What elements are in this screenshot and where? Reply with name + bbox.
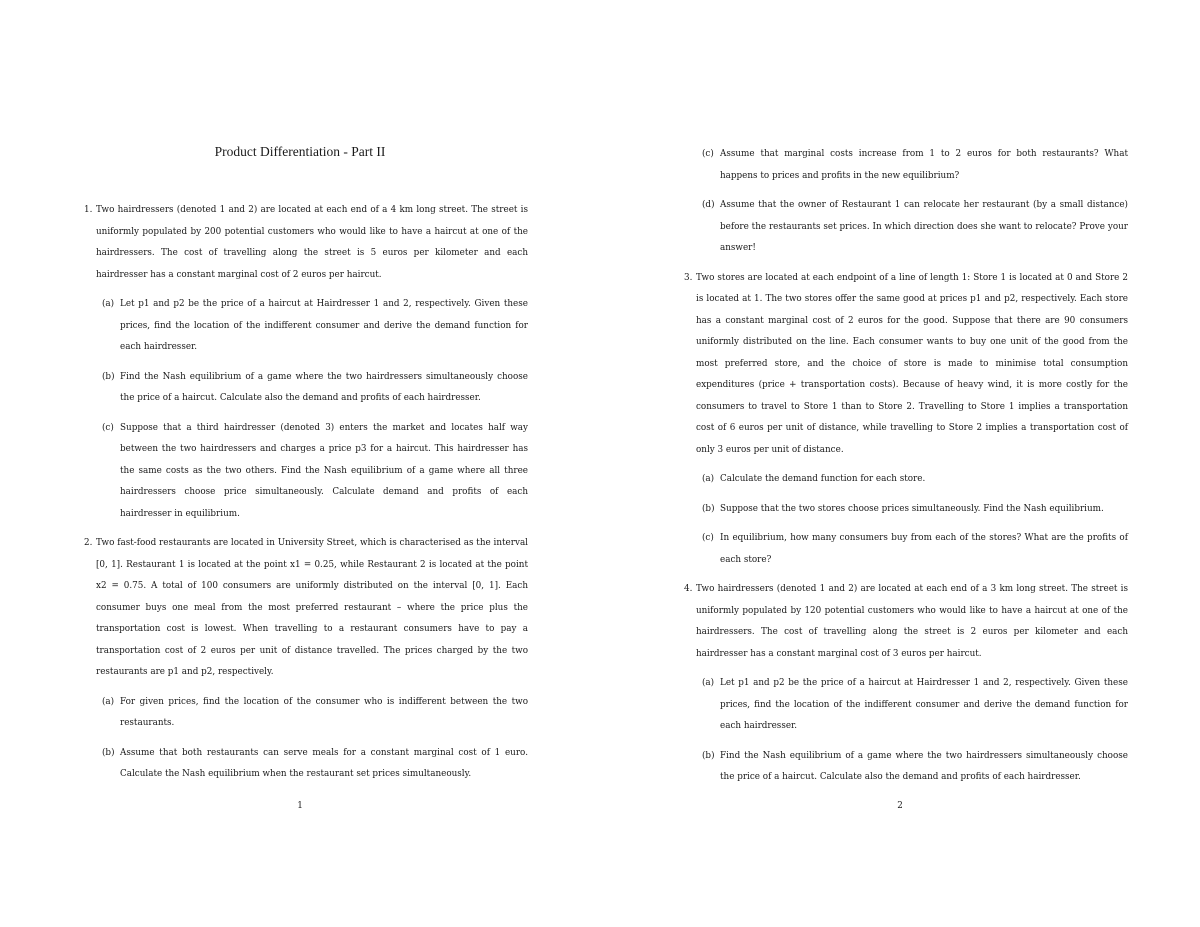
part-label: (c) [702, 533, 714, 543]
page-1-body [84, 200, 528, 794]
question-number: 2. [84, 538, 93, 548]
part-label: (a) [702, 678, 715, 688]
question-part [702, 673, 1128, 738]
part-label: (a) [102, 696, 115, 707]
page-2 [600, 0, 1200, 927]
question-part [102, 294, 528, 359]
question-text: Two hairdressers (denoted 1 and 2) are located at each end of a 4 km long street. The street is uniformly populated by 200 potential customers who would like to have a haircut at one of the hairdressers. The cost of travelling along the street is 5 euros per kilometer and each hairdresser has a constant marginal cost of 2 euros per haircut. [96, 205, 528, 280]
part-text: Suppose that the two stores choose prices simultaneously. Find the Nash equilibrium. [720, 503, 1104, 514]
question-text: Two fast-food restaurants are located in University Street, which is characterised as the interval [0, 1]. Restaurant 1 is located at the point x1 = 0.25, while Restaurant 2 is located at the point x2 = 0.75. A total of 100 consumers are uniformly distributed on the interval [0, 1]. Each consumer buys one meal from the most preferred restaurant – where the price plus the transportation cost is lowest. When travelling to a restaurant consumers have to pay a transportation cost of 2 euros per unit of distance travelled. The prices charged by the two restaurants are p1 and p2, respectively. [96, 538, 528, 677]
question-1 [84, 200, 528, 525]
part-label: (b) [702, 750, 715, 761]
part-text: Assume that both restaurants can serve meals for a constant marginal cost of 1 euro. Calculate the Nash equilibrium when the restaurant set prices simultaneously. [120, 747, 528, 779]
part-text: Find the Nash equilibrium of a game where the two hairdressers simultaneously choose the price of a haircut. Calculate also the demand and profits of each hairdresser. [720, 750, 1128, 782]
part-text: Assume that marginal costs increase from 1 to 2 euros for both restaurants? What happens to prices and profits in the new equilibrium? [720, 149, 1128, 181]
question-part [702, 499, 1128, 521]
part-label: (c) [702, 149, 714, 159]
question-parts [696, 469, 1128, 571]
question-number: 3. [684, 272, 693, 283]
part-text: Let p1 and p2 be the price of a haircut at Hairdresser 1 and 2, respectively. Given these prices, find the location of the indifferent consumer and derive the demand function for each hairdresser. [720, 678, 1128, 731]
question-2 [84, 533, 528, 786]
part-label: (b) [102, 747, 115, 758]
question-part [102, 743, 528, 786]
question-part [102, 367, 528, 410]
question-text: Two hairdressers (denoted 1 and 2) are located at each end of a 3 km long street. The street is uniformly populated by 120 potential customers who would like to have a haircut at one of the hairdressers. The cost of travelling along the street is 2 euros per kilometer and each hairdresser has a constant marginal cost of 3 euros per haircut. [696, 584, 1128, 659]
page-2-body [684, 144, 1128, 797]
question-parts [96, 294, 528, 525]
question-4 [684, 579, 1128, 789]
page-title: Product Differentiation - Part II [214, 144, 386, 159]
part-text: In equilibrium, how many consumers buy from each of the stores? What are the profits of each store? [720, 533, 1128, 565]
question-2-continued [696, 144, 1128, 260]
question-text: Two stores are located at each endpoint of a line of length 1: Store 1 is located at 0 and Store 2 is located at 1. The two stores offer the same good at prices p1 and p2, respectively. Each store has a constant marginal cost of 2 euros for the good. Suppose that there are 90 consumers uniformly distributed on the line. Each consumer wants to buy one unit of the good from the most preferred store, and the choice of store is made to minimise total consumption expenditures (price + transportation costs). Because of heavy wind, it is more costly for the consumers to travel to Store 1 than to Store 2. Travelling to Store 1 implies a transportation cost of 6 euros per unit of distance, while travelling to Store 2 implies a transportation cost of only 3 euros per unit of distance. [696, 272, 1128, 455]
question-part [702, 528, 1128, 571]
part-text: Assume that the owner of Restaurant 1 can relocate her restaurant (by a small distance) before the restaurants set prices. In which direction does she want to relocate? Prove your answer! [720, 200, 1128, 253]
question-part [702, 195, 1128, 260]
part-text: Suppose that a third hairdresser (denoted 3) enters the market and locates half way between the two hairdressers and charges a price p3 for a haircut. This hairdresser has the same costs as the two others. Find the Nash equilibrium of a game where all three hairdressers choose price simultaneously. Calculate demand and profits of each hairdresser in equilibrium. [120, 422, 528, 519]
part-label: (b) [102, 371, 115, 382]
question-part [102, 418, 528, 526]
question-parts [96, 692, 528, 786]
part-label: (a) [702, 474, 715, 484]
part-label: (c) [102, 422, 114, 433]
part-text: Calculate the demand function for each store. [720, 474, 926, 484]
part-label: (b) [702, 503, 715, 514]
question-part [702, 746, 1128, 789]
question-part [102, 692, 528, 735]
part-label: (d) [702, 200, 715, 210]
page-number: 1 [297, 801, 303, 811]
part-label: (a) [102, 299, 115, 309]
part-text: Find the Nash equilibrium of a game where the two hairdressers simultaneously choose the price of a haircut. Calculate also the demand and profits of each hairdresser. [120, 371, 528, 403]
part-text: Let p1 and p2 be the price of a haircut at Hairdresser 1 and 2, respectively. Given these prices, find the location of the indifferent consumer and derive the demand function for each hairdresser. [120, 299, 528, 352]
question-part [702, 144, 1128, 187]
page-number: 2 [897, 801, 903, 811]
question-number: 1. [84, 205, 93, 215]
question-parts [696, 673, 1128, 789]
part-text: For given prices, find the location of the consumer who is indifferent between the two restaurants. [120, 696, 528, 728]
question-number: 4. [684, 584, 693, 594]
question-3 [684, 268, 1128, 572]
question-part [702, 469, 1128, 491]
